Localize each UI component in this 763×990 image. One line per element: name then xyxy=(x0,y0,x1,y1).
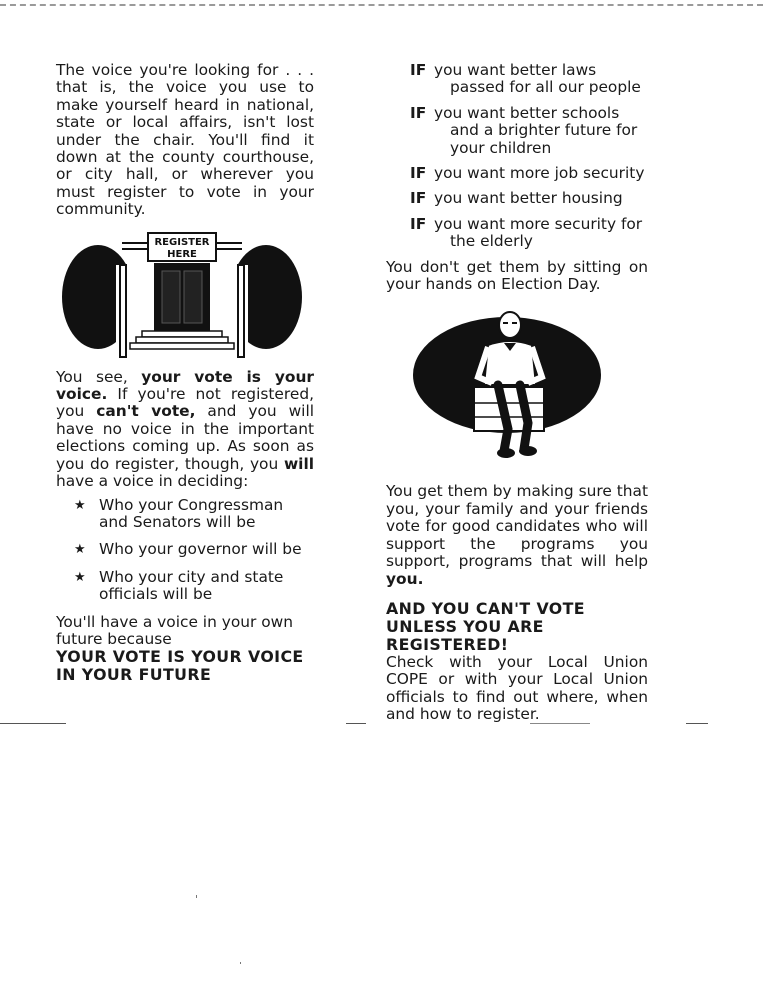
if-item-text: you want better laws passed for all our people xyxy=(434,61,641,97)
bottom-rule-mid xyxy=(346,723,366,724)
future-paragraph: You'll have a voice in your own future because xyxy=(56,612,293,648)
deciding-list xyxy=(56,497,314,604)
courthouse-illustration xyxy=(56,229,314,359)
list-item xyxy=(56,569,314,604)
if-item-text: you want better housing xyxy=(434,189,623,208)
if-item-text: you want more security for the elderly xyxy=(434,214,643,251)
not-registered-text-3: have a voice in deciding: xyxy=(56,472,249,491)
list-item-text: Who your city and state officials will be xyxy=(99,567,284,604)
making-sure-text: You get them by making sure that you, your family and your friends vote for good candidates who will support the programs you support, programs that will help xyxy=(386,482,648,571)
cant-vote: can't vote, xyxy=(96,402,196,421)
star-icon: ★ xyxy=(74,542,86,558)
vote-intro: You see, xyxy=(56,367,142,386)
if-word: IF xyxy=(410,189,427,208)
sitting-man-icon xyxy=(412,311,602,461)
list-item-text: Who your Congressman and Senators will be xyxy=(99,495,284,531)
scan-speck xyxy=(240,962,241,964)
right-column xyxy=(386,62,648,724)
list-item xyxy=(386,105,648,157)
top-dashed-border xyxy=(0,4,763,6)
making-sure-paragraph xyxy=(386,483,648,587)
intro-paragraph: The voice you're looking for . . . that is, the voice you use to make yourself heard in national, state or local affairs, isn't lost under the chair. You'll find it down at the county courthouse, or city hall, or wherever you must register to vote in your community. xyxy=(56,61,314,219)
bottom-rule-right xyxy=(530,723,590,724)
if-list xyxy=(386,62,648,251)
sign-text-line2: HERE xyxy=(167,248,197,260)
if-word: IF xyxy=(410,164,427,183)
if-word: IF xyxy=(410,61,427,79)
sitting-man-illustration xyxy=(412,311,648,461)
you-bold: you. xyxy=(386,569,424,588)
list-item xyxy=(386,216,648,251)
check-paragraph: Check with your Local Union COPE or with your Local Union officials to find out where, when and how to register. xyxy=(386,652,648,724)
list-item xyxy=(386,62,648,97)
if-item-text: you want better schools and a brighter future for your children xyxy=(434,103,638,157)
list-item xyxy=(386,165,648,182)
star-icon: ★ xyxy=(74,569,86,585)
if-item-text: you want more job security xyxy=(434,164,645,183)
list-item-text: Who your governor will be xyxy=(99,540,302,559)
bottom-rule-far-right xyxy=(686,723,708,724)
left-heading: YOUR VOTE IS YOUR VOICE IN YOUR FUTURE xyxy=(56,647,304,685)
scan-speck xyxy=(196,895,197,898)
bottom-rule-left xyxy=(0,723,66,724)
sitting-paragraph: You don't get them by sitting on your hands on Election Day. xyxy=(386,257,648,294)
if-word: IF xyxy=(410,103,427,122)
list-item xyxy=(56,497,314,532)
register-here-door-icon xyxy=(56,229,306,359)
vote-paragraph xyxy=(56,369,314,491)
star-icon: ★ xyxy=(74,497,86,513)
vote-is-voice: your vote is your voice. xyxy=(56,367,315,404)
not-registered-text-2: and you will have no voice in the important elections coming up. As soon as you do register, though, you xyxy=(56,402,315,473)
right-heading: AND YOU CAN'T VOTE UNLESS YOU ARE REGISTERED! xyxy=(386,598,585,654)
list-item xyxy=(386,190,648,207)
if-word: IF xyxy=(410,214,427,233)
not-registered-text-1: If you're not registered, you xyxy=(56,385,314,421)
sign-text-line1: REGISTER xyxy=(154,236,210,248)
will-word: will xyxy=(283,454,314,473)
left-column xyxy=(56,62,314,684)
list-item xyxy=(56,541,314,558)
